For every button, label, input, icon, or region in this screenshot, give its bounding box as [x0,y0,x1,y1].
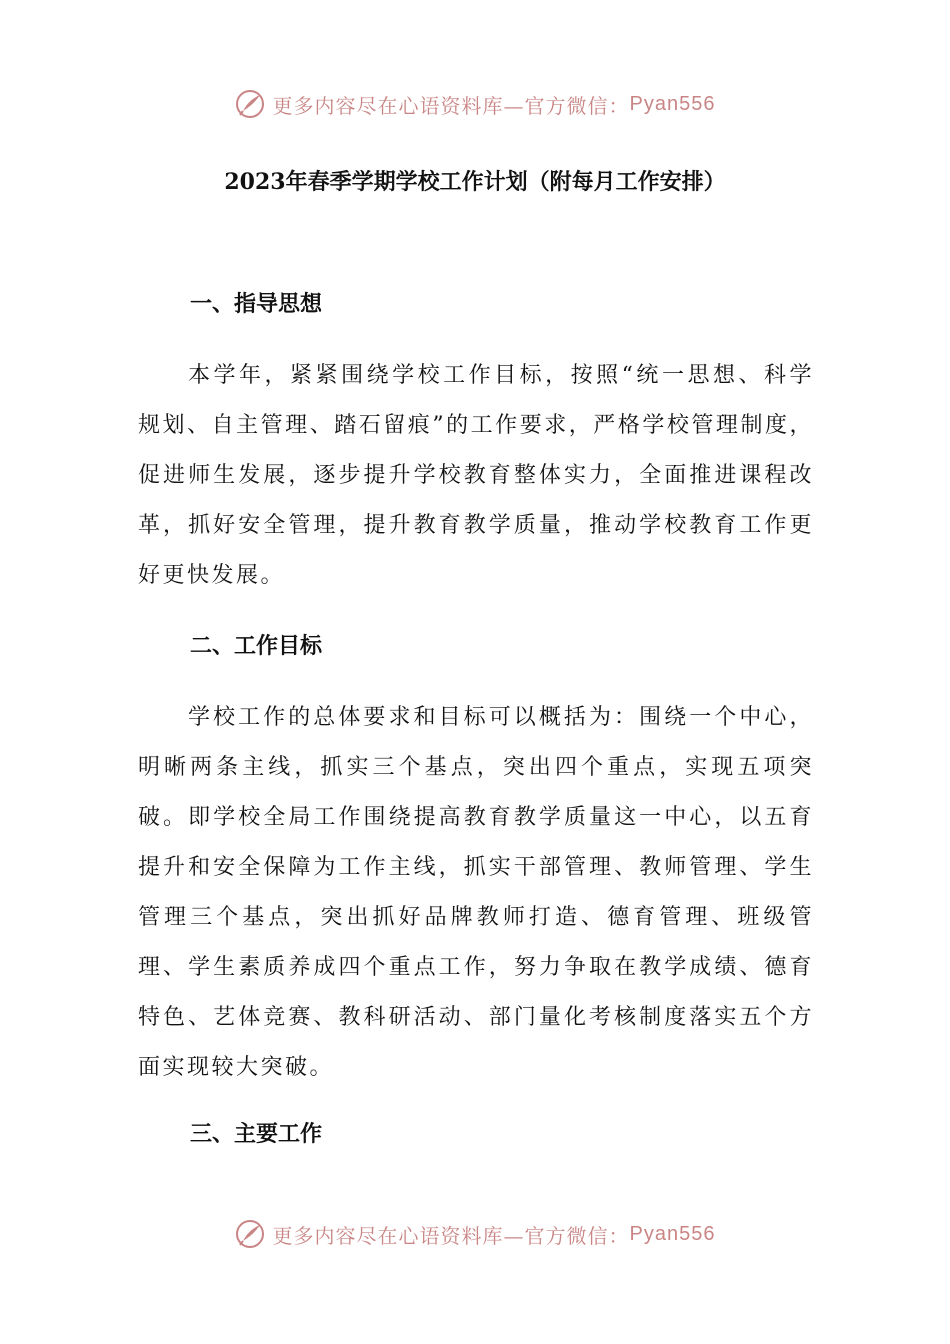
section-paragraph-guiding-thought: 本学年，紧紧围绕学校工作目标，按照“统一思想、科学规划、自主管理、踏石留痕”的工作要求，严格学校管理制度，促进师生发展，逐步提升学校教育整体实力，全面推进课程改革，抓好安全管理，提升教育教学质量，推动学校教育工作更好更快发展。 [138,363,814,588]
section-heading-main-work: 三、主要工作 [190,1121,323,1147]
feather-logo-icon [235,89,265,119]
section-paragraph-work-goals: 学校工作的总体要求和目标可以概括为：围绕一个中心，明晰两条主线，抓实三个基点，突出四个重点，实现五项突破。即学校全局工作围绕提高教育教学质量这一中心，以五育提升和安全保障为工作主线，抓实干部管理、教师管理、学生管理三个基点，突出抓好品牌教师打造、德育管理、班级管理、学生素质养成四个重点工作，努力争取在教学成绩、德育特色、艺体竞赛、教科研活动、部门量化考核制度落实五个方面实现较大突破。 [138,705,814,1080]
section-heading-work-goals: 二、工作目标 [190,633,323,659]
section-heading-guiding-thought: 一、指导思想 [190,291,323,317]
watermark-text: 更多内容尽在心语资料库—官方微信： [272,1223,630,1248]
watermark-text: 更多内容尽在心语资料库—官方微信： [272,93,630,118]
document-title: 2023年春季学期学校工作计划（附每月工作安排） [224,169,726,195]
watermark-wechat-id: Pyan556 [629,1222,716,1245]
watermark-wechat-id: Pyan556 [629,92,716,115]
feather-logo-icon [235,1219,265,1249]
watermark-header [0,84,950,124]
watermark-footer [0,1214,950,1254]
